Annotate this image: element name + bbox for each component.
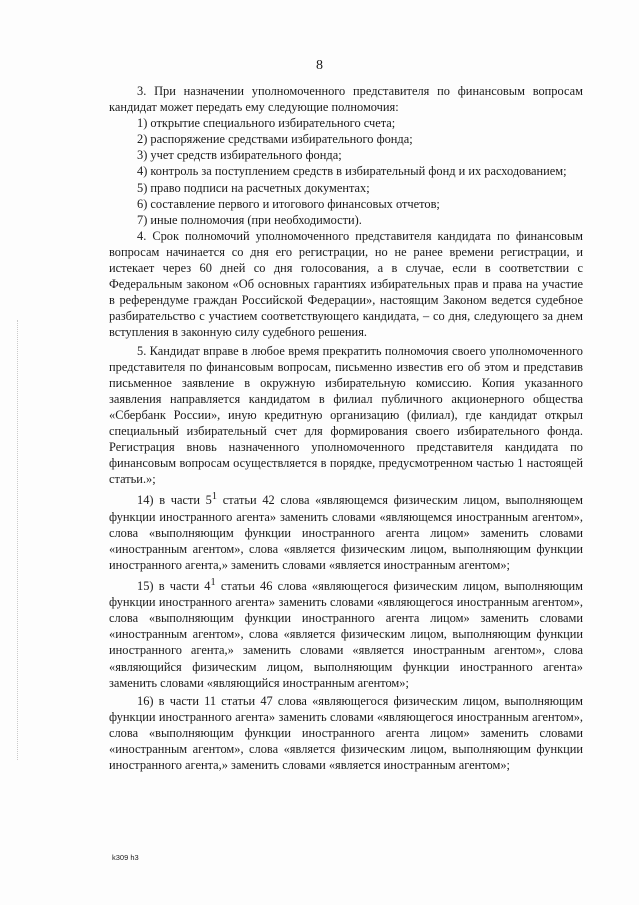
list-item: 7) иные полномочия (при необходимости). <box>137 212 362 227</box>
list-item: 6) составление первого и итогового финансовых отчетов; <box>137 196 440 211</box>
footer-code: k309 h3 <box>112 853 139 862</box>
list-item: 3) учет средств избирательного фонда; <box>137 148 342 163</box>
amendment-14-text: статьи 42 слова «являющемся физическим лицом, выполняющем функции иностранного агента» заменить словами «являющемся иностранным агентом», слова «выполняющим функции иностранного агента лицом» заменить словами «иностранным агентом», слова «является физическим лицом, выполняющим функции иностранного агента,» заменить словами «является иностранным агентом»; <box>109 493 583 572</box>
amendment-14-lead: 14) в части 5 <box>137 493 212 508</box>
amendment-16: 16) в части 11 статьи 47 слова «являющегося физическим лицом, выполняющим функции иностранного агента» заменить словами «являющегося иностранным агентом», слова «выполняющим функции иностранного агента лицом» заменить словами «иностранным агентом», слова «является физическим лицом, выполняющим функции иностранного агента,» заменить словами «является иностранным агентом»; <box>109 693 583 773</box>
amendment-15-lead: 15) в части 4 <box>137 579 211 594</box>
binding-margin-line <box>17 320 19 760</box>
body-text <box>109 83 583 773</box>
amendment-15-text: статьи 46 слова «являющегося физическим лицом, выполняющим функции иностранного агента» заменить словами «являющегося иностранным агентом», слова «выполняющим функции иностранного агента лицом» заменить словами «иностранным агентом», слова «является физическим лицом, выполняющим функции иностранного агента,» заменить словами «является иностранным агентом», слова «являющийся физическим лицом, выполняющим функции иностранного агента» заменить словами «являющийся иностранным агентом»; <box>109 579 584 690</box>
superscript: 1 <box>211 491 218 503</box>
list-item: 1) открытие специального избирательного счета; <box>137 116 396 131</box>
amendment-14 <box>109 489 583 573</box>
list-item: 2) распоряжение средствами избирательного фонда; <box>137 132 413 147</box>
paragraph-3-intro: 3. При назначении уполномоченного представителя по финансовым вопросам кандидат может передать ему следующие полномочия: <box>109 84 583 115</box>
page-number: 8 <box>316 58 323 73</box>
list-item: 4) контроль за поступлением средств в избирательный фонд и их расходованием; <box>137 164 567 179</box>
amendment-15 <box>109 575 583 691</box>
list-item: 5) право подписи на расчетных документах; <box>137 180 370 195</box>
paragraph-4: 4. Срок полномочий уполномоченного представителя кандидата по финансовым вопросам начинается со дня его регистрации, но не ранее времени регистрации, и истекает через 60 дней со дня голосования, а в случае, если в соответствии с Федеральным законом «Об основных гарантиях избирательных прав и права на участие в референдуме граждан Российской Федерации», настоящим Законом ведется судебное разбирательство с участием соответствующего кандидата, – со дня, следующего за днем вступления в законную силу судебного решения. <box>109 228 583 340</box>
paragraph-5: 5. Кандидат вправе в любое время прекратить полномочия своего уполномоченного представителя по финансовым вопросам, письменно известив его об этом и представив письменное заявление в окружную избирательную комиссию. Копия указанного заявления направляется кандидатом в филиал публичного акционерного общества «Сбербанк России», иную кредитную организацию (филиал), где кандидат открыл специальный избирательный счет для формирования своего избирательного фонда. Регистрация вновь назначенного уполномоченного представителя кандидата по финансовым вопросам осуществляется в порядке, предусмотренном частью 1 настоящей статьи.»; <box>109 343 583 487</box>
superscript: 1 <box>210 576 216 588</box>
